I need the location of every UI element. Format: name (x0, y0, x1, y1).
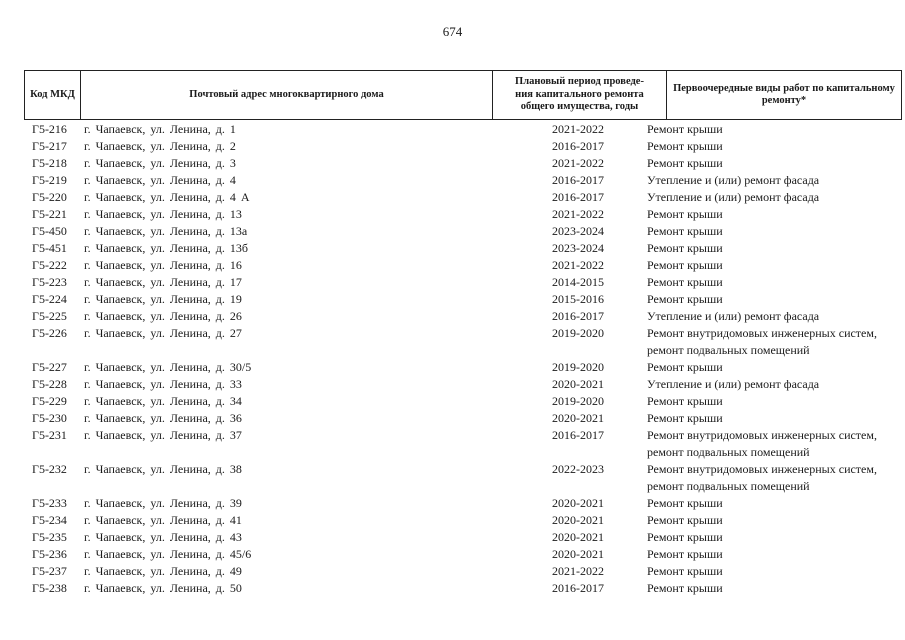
table-row (24, 189, 902, 206)
row-address: г. Чапаевск, ул. Ленина, д. 4 (84, 173, 236, 187)
row-address: г. Чапаевск, ул. Ленина, д. 19 (84, 292, 242, 306)
row-period: 2022-2023 (552, 462, 604, 476)
row-address: г. Чапаевск, ул. Ленина, д. 45/6 (84, 547, 252, 561)
row-period: 2021-2022 (552, 122, 604, 136)
table-row (24, 325, 902, 359)
row-period: 2015-2016 (552, 292, 604, 306)
row-period: 2019-2020 (552, 360, 604, 374)
row-works: Ремонт крыши (647, 122, 723, 136)
row-address: г. Чапаевск, ул. Ленина, д. 26 (84, 309, 242, 323)
row-code: Г5-235 (32, 530, 67, 544)
row-period: 2016-2017 (552, 309, 604, 323)
row-code: Г5-220 (32, 190, 67, 204)
table-row (24, 308, 902, 325)
row-period: 2020-2021 (552, 530, 604, 544)
row-address: г. Чапаевск, ул. Ленина, д. 43 (84, 530, 242, 544)
header-code: Код МКД (30, 88, 75, 100)
table-row (24, 529, 902, 546)
row-period: 2020-2021 (552, 411, 604, 425)
row-works: Ремонт внутридомовых инженерных систем, ремонт подвальных помещений (647, 428, 877, 459)
row-works: Ремонт крыши (647, 547, 723, 561)
row-period: 2021-2022 (552, 207, 604, 221)
row-code: Г5-231 (32, 428, 67, 442)
page-number: 674 (442, 24, 463, 39)
table-row (24, 138, 902, 155)
table-row (24, 495, 902, 512)
row-code: Г5-237 (32, 564, 67, 578)
row-works: Ремонт крыши (647, 241, 723, 255)
row-works: Ремонт крыши (647, 564, 723, 578)
row-address: г. Чапаевск, ул. Ленина, д. 36 (84, 411, 242, 425)
table-row (24, 257, 902, 274)
table-row (24, 563, 902, 580)
row-code: Г5-225 (32, 309, 67, 323)
row-code: Г5-238 (32, 581, 67, 595)
row-address: г. Чапаевск, ул. Ленина, д. 13б (84, 241, 249, 255)
row-period: 2016-2017 (552, 190, 604, 204)
table-row (24, 172, 902, 189)
table-row (24, 410, 902, 427)
table-row (24, 291, 902, 308)
row-address: г. Чапаевск, ул. Ленина, д. 17 (84, 275, 242, 289)
row-works: Ремонт крыши (647, 513, 723, 527)
row-address: г. Чапаевск, ул. Ленина, д. 27 (84, 326, 242, 340)
row-period: 2020-2021 (552, 547, 604, 561)
row-works: Утепление и (или) ремонт фасада (647, 190, 820, 204)
row-address: г. Чапаевск, ул. Ленина, д. 2 (84, 139, 236, 153)
row-code: Г5-219 (32, 173, 67, 187)
row-code: Г5-223 (32, 275, 67, 289)
row-works: Ремонт внутридомовых инженерных систем, ремонт подвальных помещений (647, 326, 877, 357)
row-address: г. Чапаевск, ул. Ленина, д. 39 (84, 496, 242, 510)
row-works: Ремонт крыши (647, 258, 723, 272)
row-period: 2016-2017 (552, 139, 604, 153)
row-address: г. Чапаевск, ул. Ленина, д. 50 (84, 581, 242, 595)
table-row (24, 359, 902, 376)
row-works: Ремонт внутридомовых инженерных систем, ремонт подвальных помещений (647, 462, 877, 493)
table-row (24, 206, 902, 223)
row-works: Ремонт крыши (647, 156, 723, 170)
row-works: Ремонт крыши (647, 275, 723, 289)
row-period: 2021-2022 (552, 156, 604, 170)
row-code: Г5-218 (32, 156, 67, 170)
row-period: 2016-2017 (552, 173, 604, 187)
row-period: 2019-2020 (552, 394, 604, 408)
table-row (24, 121, 902, 138)
table-row (24, 546, 902, 563)
row-code: Г5-216 (32, 122, 67, 136)
table-row (24, 223, 902, 240)
table-row (24, 274, 902, 291)
row-code: Г5-230 (32, 411, 67, 425)
row-address: г. Чапаевск, ул. Ленина, д. 33 (84, 377, 242, 391)
table-row (24, 376, 902, 393)
row-period: 2016-2017 (552, 428, 604, 442)
row-code: Г5-229 (32, 394, 67, 408)
row-works: Ремонт крыши (647, 581, 723, 595)
row-address: г. Чапаевск, ул. Ленина, д. 16 (84, 258, 242, 272)
row-works: Ремонт крыши (647, 224, 723, 238)
row-period: 2023-2024 (552, 224, 604, 238)
row-works: Утепление и (или) ремонт фасада (647, 377, 820, 391)
table-body (24, 121, 902, 597)
row-address: г. Чапаевск, ул. Ленина, д. 34 (84, 394, 242, 408)
row-address: г. Чапаевск, ул. Ленина, д. 13а (84, 224, 248, 238)
table-row (24, 580, 902, 597)
row-period: 2020-2021 (552, 513, 604, 527)
row-address: г. Чапаевск, ул. Ленина, д. 4 А (84, 190, 250, 204)
row-code: Г5-228 (32, 377, 67, 391)
row-address: г. Чапаевск, ул. Ленина, д. 1 (84, 122, 236, 136)
row-works: Ремонт крыши (647, 530, 723, 544)
table-header (24, 70, 902, 120)
row-code: Г5-450 (32, 224, 67, 238)
row-works: Ремонт крыши (647, 394, 723, 408)
row-period: 2020-2021 (552, 377, 604, 391)
row-period: 2021-2022 (552, 258, 604, 272)
row-address: г. Чапаевск, ул. Ленина, д. 38 (84, 462, 242, 476)
row-code: Г5-232 (32, 462, 67, 476)
row-code: Г5-217 (32, 139, 67, 153)
row-code: Г5-224 (32, 292, 67, 306)
row-address: г. Чапаевск, ул. Ленина, д. 13 (84, 207, 242, 221)
row-works: Ремонт крыши (647, 411, 723, 425)
row-period: 2023-2024 (552, 241, 604, 255)
row-address: г. Чапаевск, ул. Ленина, д. 30/5 (84, 360, 252, 374)
row-address: г. Чапаевск, ул. Ленина, д. 3 (84, 156, 236, 170)
table-row (24, 155, 902, 172)
row-period: 2020-2021 (552, 496, 604, 510)
row-works: Утепление и (или) ремонт фасада (647, 309, 820, 323)
table-row (24, 393, 902, 410)
row-code: Г5-236 (32, 547, 67, 561)
row-code: Г5-451 (32, 241, 67, 255)
table-row (24, 512, 902, 529)
row-address: г. Чапаевск, ул. Ленина, д. 41 (84, 513, 242, 527)
row-period: 2014-2015 (552, 275, 604, 289)
row-code: Г5-234 (32, 513, 67, 527)
row-works: Ремонт крыши (647, 139, 723, 153)
header-address: Почтовый адрес многоквартирного дома (80, 71, 492, 119)
row-address: г. Чапаевск, ул. Ленина, д. 37 (84, 428, 242, 442)
table-row (24, 240, 902, 257)
row-works: Ремонт крыши (647, 496, 723, 510)
row-period: 2021-2022 (552, 564, 604, 578)
row-works: Ремонт крыши (647, 292, 723, 306)
row-code: Г5-226 (32, 326, 67, 340)
header-works: Первоочередные виды работ по капитальному ремонту* (666, 71, 901, 119)
table-row (24, 427, 902, 461)
table-row (24, 461, 902, 495)
row-period: 2016-2017 (552, 581, 604, 595)
row-works: Утепление и (или) ремонт фасада (647, 173, 820, 187)
row-code: Г5-233 (32, 496, 67, 510)
row-code: Г5-227 (32, 360, 67, 374)
header-period: Плановый период проведе- ния капитального ремонта общего имущества, годы (492, 71, 666, 119)
row-period: 2019-2020 (552, 326, 604, 340)
row-code: Г5-221 (32, 207, 67, 221)
row-works: Ремонт крыши (647, 207, 723, 221)
row-code: Г5-222 (32, 258, 67, 272)
row-address: г. Чапаевск, ул. Ленина, д. 49 (84, 564, 242, 578)
row-works: Ремонт крыши (647, 360, 723, 374)
